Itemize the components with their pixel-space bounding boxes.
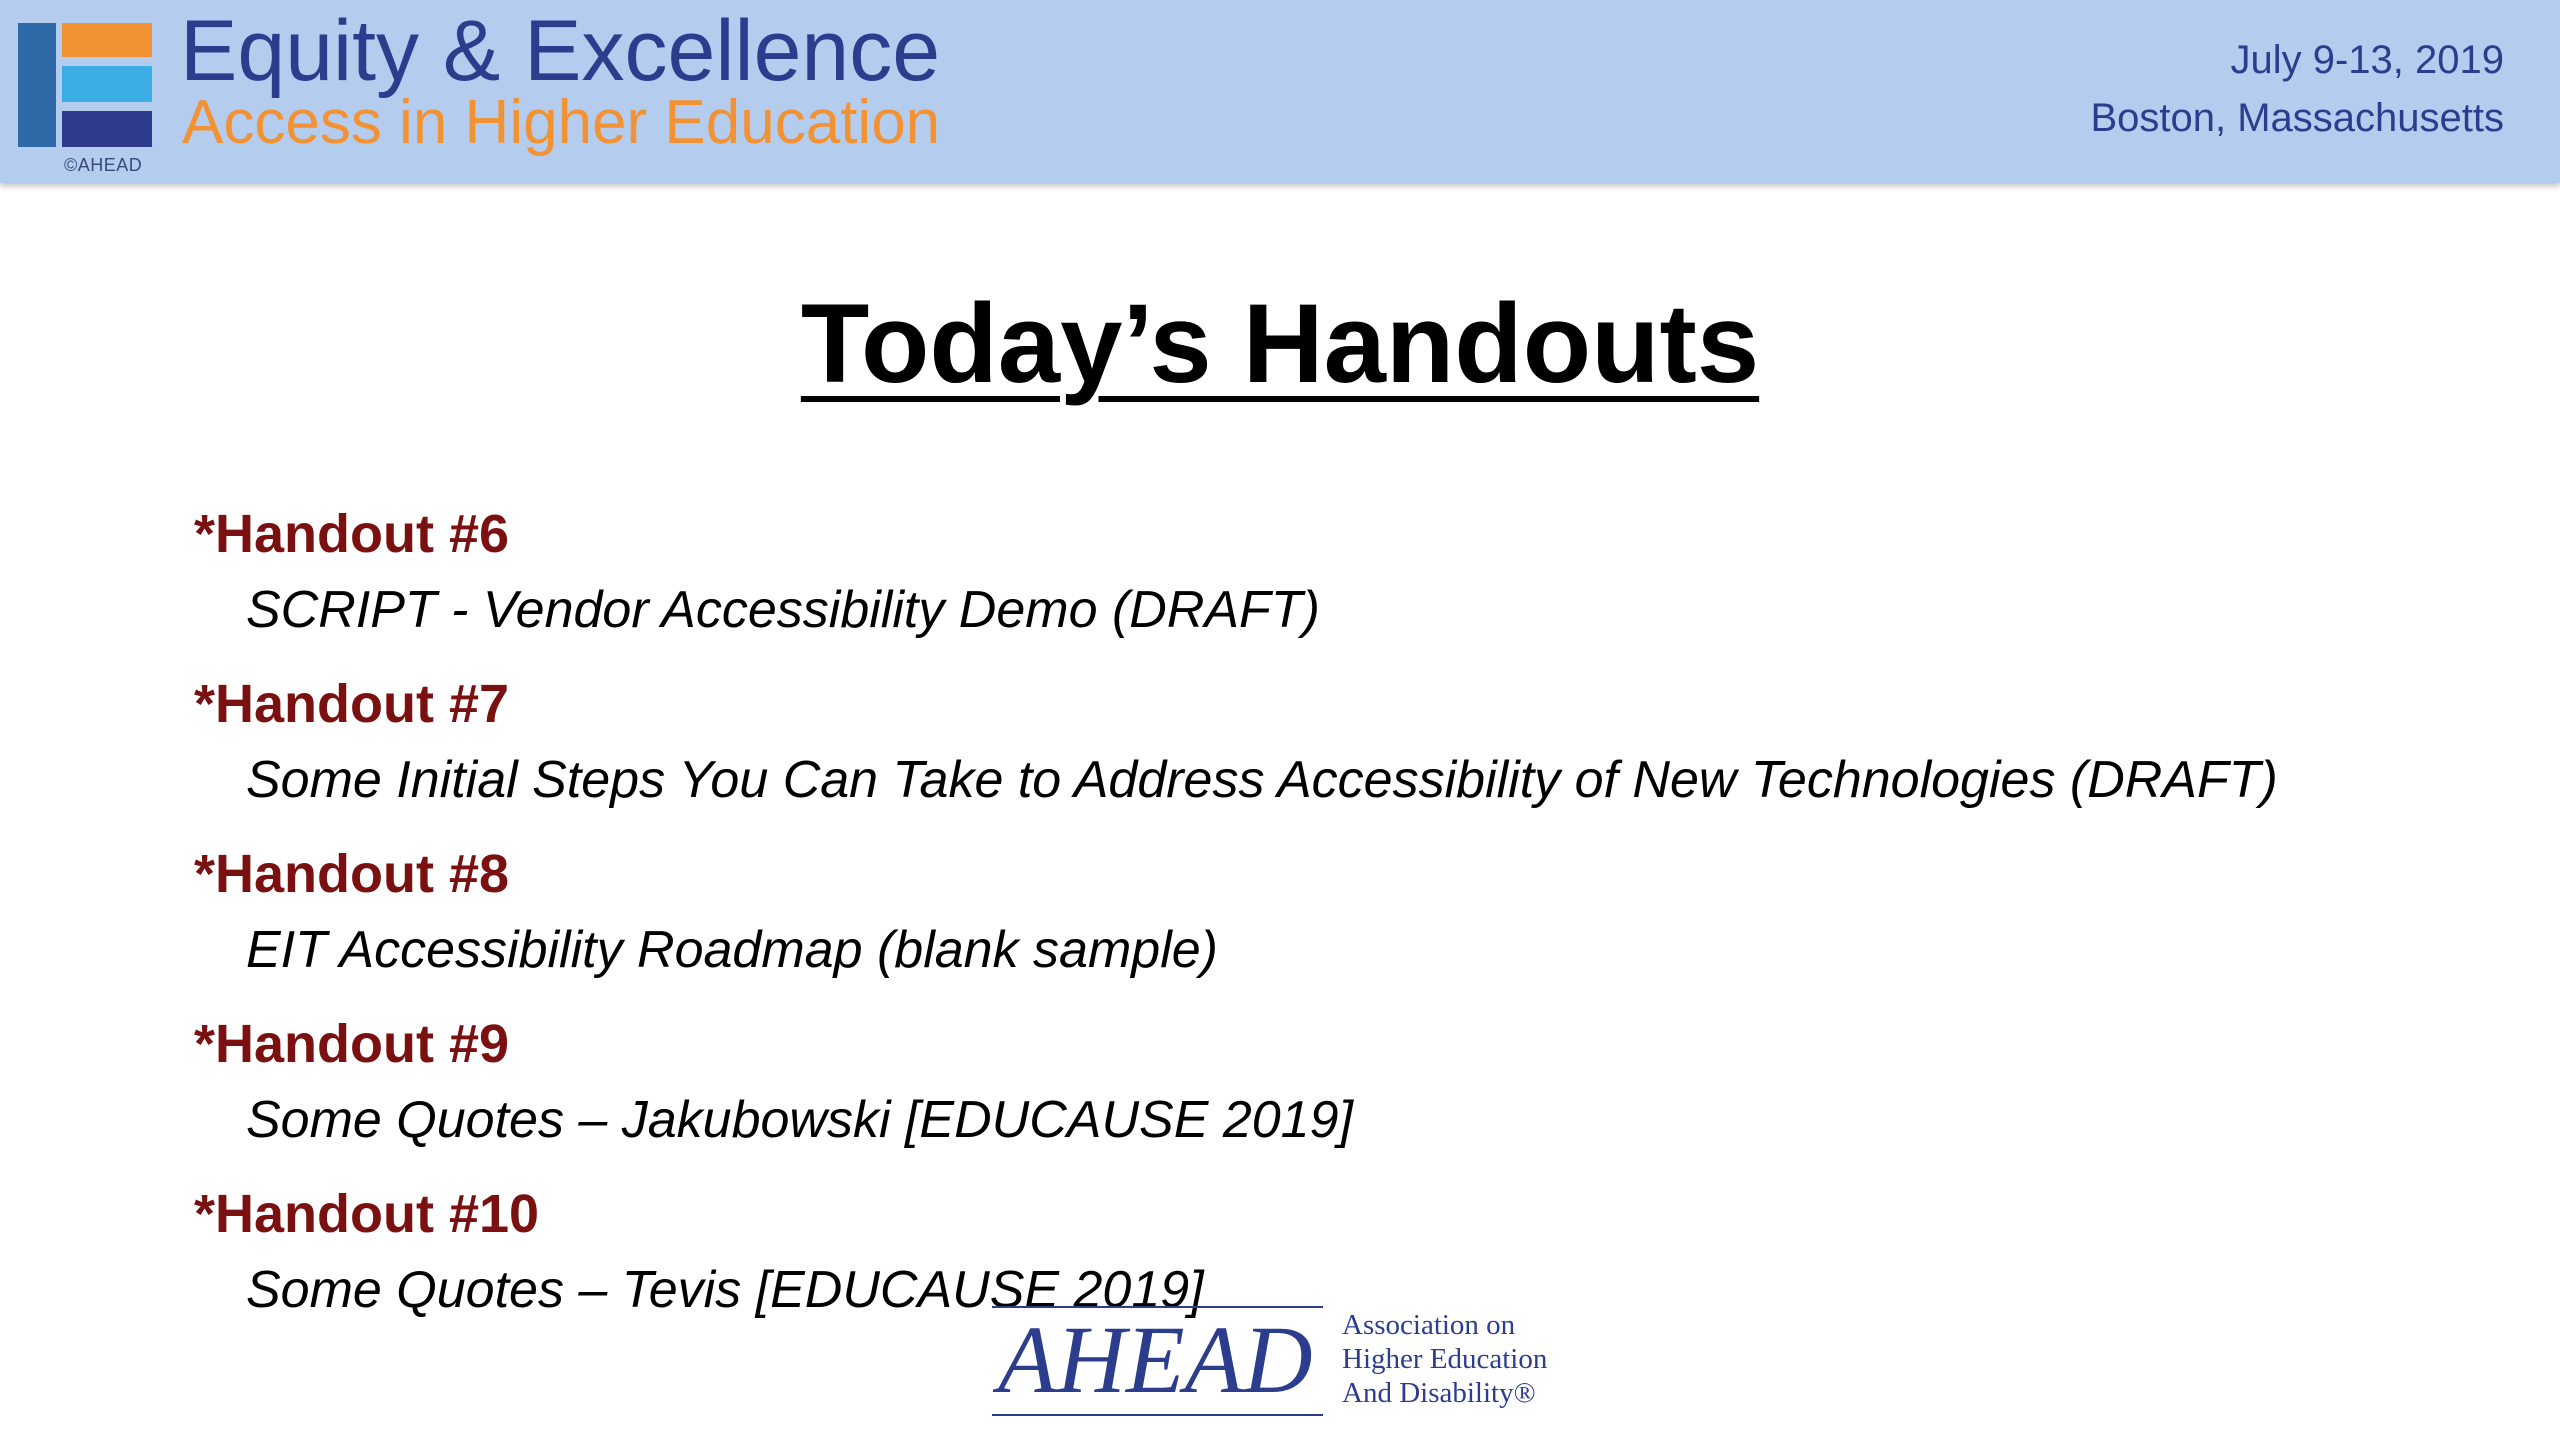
handout-description: SCRIPT - Vendor Accessibility Demo (DRAFT) — [246, 581, 1320, 639]
handout-label: *Handout #10 — [194, 1184, 540, 1244]
event-dates: July 9-13, 2019 — [2230, 38, 2504, 82]
slide-title — [0, 282, 2560, 405]
ahead-tagline-line: Association on — [1342, 1309, 1516, 1341]
handout-item — [194, 1010, 2444, 1180]
logo-bar-blue — [18, 23, 56, 147]
ahead-logo-word: AHEAD — [992, 1306, 1323, 1416]
handout-item — [194, 500, 2444, 670]
logo-bar-navy — [62, 111, 152, 147]
slide-title-text: Today’s Handouts — [800, 281, 1760, 406]
conference-banner — [0, 0, 2560, 183]
ahead-logo-tagline — [1342, 1308, 1547, 1410]
handout-label: *Handout #6 — [194, 504, 510, 564]
ahead-logo — [992, 1306, 1572, 1416]
handout-item — [194, 670, 2444, 840]
conference-logo-icon — [18, 23, 152, 147]
copyright-text: ©AHEAD — [64, 155, 143, 175]
event-location: Boston, Massachusetts — [2090, 96, 2504, 140]
conference-subtitle: Access in Higher Education — [182, 88, 941, 157]
handout-description: EIT Accessibility Roadmap (blank sample) — [246, 921, 1218, 979]
handout-description: Some Initial Steps You Can Take to Address Accessibility of New Technologies (DRAFT) — [246, 751, 2278, 809]
handout-label: *Handout #9 — [194, 1014, 510, 1074]
handout-description: Some Quotes – Tevis [EDUCAUSE 2019] — [246, 1261, 1204, 1319]
handout-label: *Handout #8 — [194, 844, 510, 904]
conference-title: Equity & Excellence — [180, 3, 941, 99]
logo-bar-orange — [62, 23, 152, 57]
ahead-tagline-line: Higher Education — [1342, 1343, 1548, 1375]
handout-label: *Handout #7 — [194, 674, 510, 734]
handout-description: Some Quotes – Jakubowski [EDUCAUSE 2019] — [246, 1091, 1353, 1149]
handout-item — [194, 840, 2444, 1010]
ahead-tagline-line: And Disability® — [1342, 1377, 1536, 1409]
handout-list — [194, 500, 2444, 1350]
logo-bar-cyan — [62, 66, 152, 102]
